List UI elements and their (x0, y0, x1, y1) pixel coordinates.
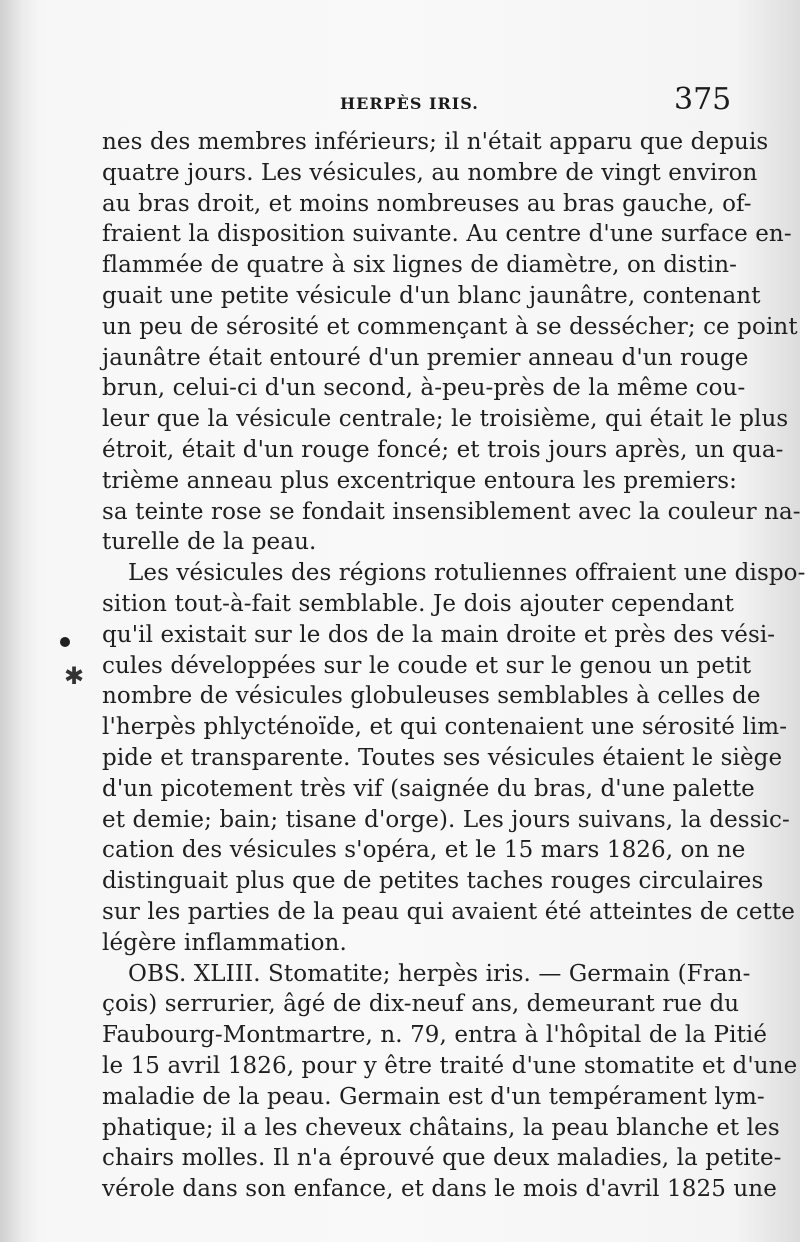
text-line: fraient la disposition suivante. Au centre d'une surface en- (102, 221, 792, 248)
paragraph-start-line: Les vésicules des régions rotuliennes offraient une dispo- (128, 560, 806, 587)
text-line: maladie de la peau. Germain est d'un tempérament lym- (102, 1083, 765, 1110)
text-line: et demie; bain; tisane d'orge). Les jours suivans, la dessic- (102, 806, 790, 833)
text-line: vérole dans son enfance, et dans le mois d'avril 1825 une (102, 1176, 777, 1203)
running-head (0, 82, 800, 124)
text-line: au bras droit, et moins nombreuses au bras gauche, of- (102, 190, 752, 217)
text-line: quatre jours. Les vésicules, au nombre de vingt environ (102, 159, 758, 186)
text-line: sition tout-à-fait semblable. Je dois ajouter cependant (102, 590, 734, 617)
text-line: Faubourg-Montmartre, n. 79, entra à l'hôpital de la Pitié (102, 1022, 768, 1049)
page-number: 375 (674, 82, 732, 117)
text-line: chairs molles. Il n'a éprouvé que deux maladies, la petite- (102, 1145, 782, 1172)
text-line: sa teinte rose se fondait insensiblement avec la couleur na- (102, 498, 801, 525)
text-line: un peu de sérosité et commençant à se dessécher; ce point (102, 313, 798, 340)
text-line: phatique; il a les cheveux châtains, la peau blanche et les (102, 1114, 780, 1141)
text-line: l'herpès phlycténoïde, et qui contenaient une sérosité lim- (102, 714, 788, 741)
text-line: turelle de la peau. (102, 529, 317, 556)
text-line: d'un picotement très vif (saignée du bras, d'une palette (102, 775, 755, 802)
text-line: pide et transparente. Toutes ses vésicules étaient le siège (102, 744, 783, 771)
text-line: nombre de vésicules globuleuses semblables à celles de (102, 683, 761, 710)
running-head-title: HERPÈS IRIS. (340, 94, 479, 113)
margin-dot-mark (60, 637, 70, 647)
text-line: cules développées sur le coude et sur le genou un petit (102, 652, 752, 679)
text-line: nes des membres inférieurs; il n'était apparu que depuis (102, 129, 769, 155)
margin-star-mark: ✱ (64, 662, 85, 690)
page-gutter-shadow (0, 0, 38, 1242)
text-line: cation des vésicules s'opéra, et le 15 mars 1826, on ne (102, 837, 746, 864)
text-line: leur que la vésicule centrale; le troisième, qui était le plus (102, 406, 789, 433)
text-line: légère inflammation. (102, 929, 347, 956)
text-line: çois) serrurier, âgé de dix-neuf ans, demeurant rue du (102, 991, 740, 1018)
text-line: étroit, était d'un rouge foncé; et trois jours après, un qua- (102, 436, 784, 463)
text-line: brun, celui-ci d'un second, à-peu-près de la même cou- (102, 375, 746, 402)
text-line: qu'il existait sur le dos de la main droite et près des vési- (102, 621, 776, 648)
text-line: le 15 avril 1826, pour y être traité d'une stomatite et d'une (102, 1052, 798, 1079)
text-line: trième anneau plus excentrique entoura les premiers: (102, 467, 737, 494)
text-line: guait une petite vésicule d'un blanc jaunâtre, contenant (102, 282, 761, 309)
observation-heading-line: OBS. XLIII. Stomatite; herpès iris. — Germain (Fran- (128, 960, 751, 987)
text-line: flammée de quatre à six lignes de diamètre, on distin- (102, 252, 737, 279)
text-line: distinguait plus que de petites taches rouges circulaires (102, 868, 764, 895)
text-line: sur les parties de la peau qui avaient été atteintes de cette (102, 898, 795, 925)
text-line: jaunâtre était entouré d'un premier anneau d'un rouge (102, 344, 749, 371)
body-text (102, 127, 806, 1205)
